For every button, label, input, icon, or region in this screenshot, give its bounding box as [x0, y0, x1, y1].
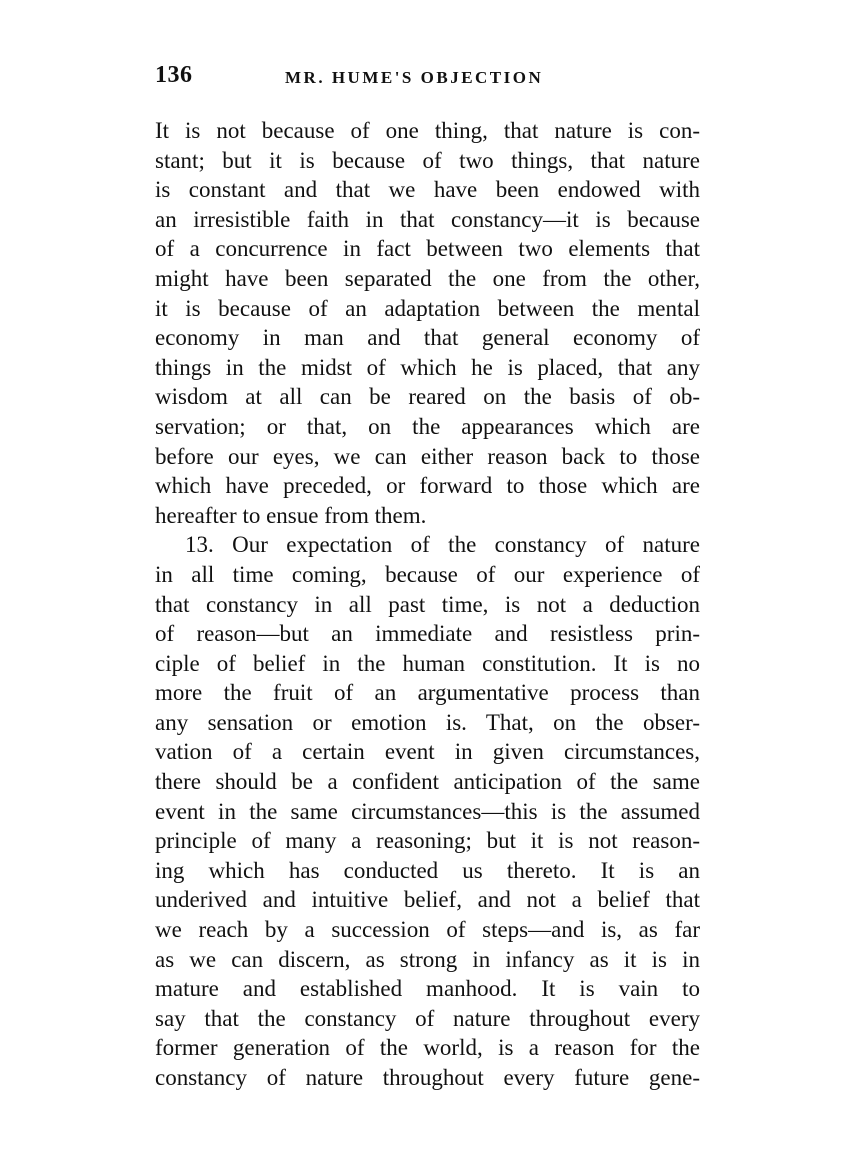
text-line: that constancy in all past time, is not a deduction [155, 591, 700, 617]
text-line: it is because of an adaptation between the mental [155, 295, 700, 321]
text-line: of reason—but an immediate and resistless prin- [155, 621, 700, 647]
text-line: we reach by a succession of steps—and is, as far [155, 917, 700, 943]
text-line: more the fruit of an argumentative process than [155, 680, 700, 706]
text-line: It is not because of one thing, that nature is con- [155, 118, 700, 143]
text-line: which have preceded, or forward to those which are [155, 473, 700, 499]
text-line: event in the same circumstances—this is the assumed [155, 798, 700, 824]
text-line: ing which has conducted us thereto. It is an [155, 857, 700, 883]
text-line: underived and intuitive belief, and not a belief that [155, 887, 700, 913]
body-text [155, 116, 700, 1093]
text-line: mature and established manhood. It is vain to [155, 976, 700, 1002]
text-line: constancy of nature throughout every future gene- [155, 1065, 700, 1090]
text-line: in all time coming, because of our experience of [155, 561, 700, 587]
text-line: is constant and that we have been endowed with [155, 177, 700, 203]
running-head [155, 62, 700, 92]
text-line: an irresistible faith in that constancy—it is because [155, 206, 700, 232]
text-line: 13. Our expectation of the constancy of nature [185, 532, 700, 558]
text-line: ciple of belief in the human constitution. It is no [155, 650, 700, 676]
running-title: MR. HUME'S OBJECTION [285, 68, 544, 87]
text-line: hereafter to ensue from them. [155, 502, 427, 528]
text-line: principle of many a reasoning; but it is not reason- [155, 828, 700, 854]
text-line: might have been separated the one from the other, [155, 265, 700, 291]
text-line: say that the constancy of nature throughout every [155, 1005, 700, 1031]
text-line: former generation of the world, is a reason for the [155, 1035, 700, 1061]
text-line: things in the midst of which he is placed, that any [155, 354, 700, 380]
page-number: 136 [155, 62, 193, 88]
text-line: vation of a certain event in given circumstances, [155, 739, 700, 765]
text-line: economy in man and that general economy of [155, 325, 700, 351]
text-line: stant; but it is because of two things, that nature [155, 147, 700, 173]
text-line: wisdom at all can be reared on the basis of ob- [155, 384, 700, 410]
text-line: as we can discern, as strong in infancy as it is in [155, 946, 700, 972]
text-line: servation; or that, on the appearances which are [155, 413, 700, 439]
text-line: there should be a confident anticipation of the same [155, 769, 700, 795]
text-line: any sensation or emotion is. That, on the obser- [155, 709, 700, 735]
text-line: of a concurrence in fact between two elements that [155, 236, 700, 262]
text-line: before our eyes, we can either reason back to those [155, 443, 700, 469]
